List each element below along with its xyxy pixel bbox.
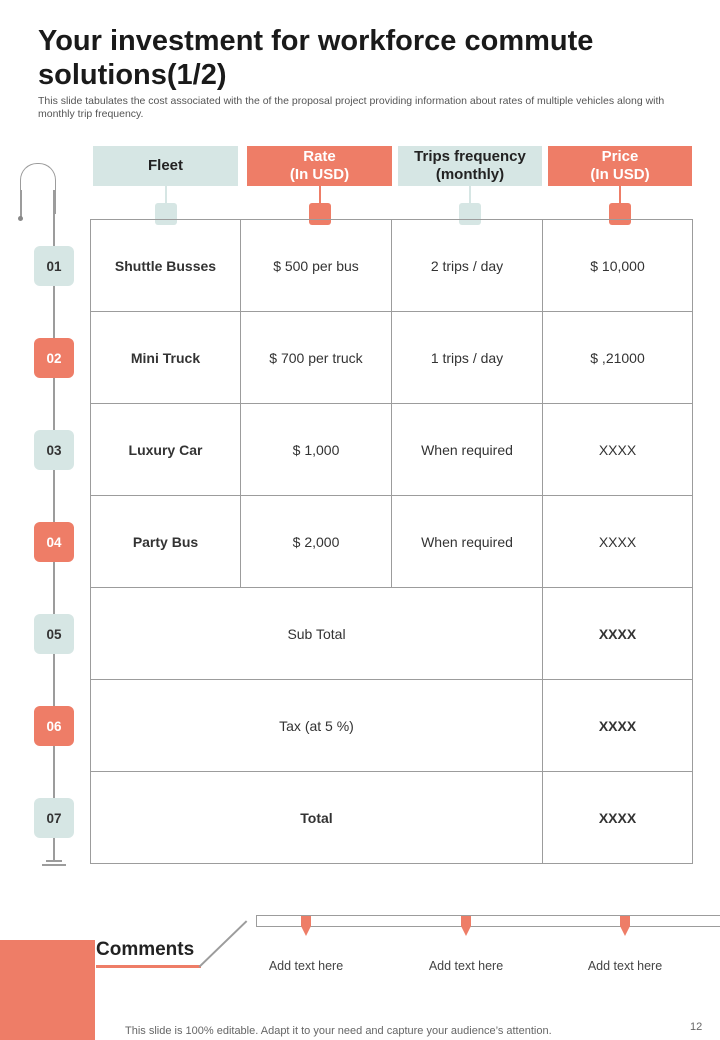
comment-pin (620, 916, 630, 926)
row-number-badge: 03 (34, 430, 74, 470)
rate-cell: $ 1,000 (241, 404, 392, 496)
table-row (91, 312, 693, 404)
header-trips-unit: (monthly) (435, 166, 505, 183)
comment-pin-arrow (461, 926, 471, 936)
header-connector (165, 186, 167, 204)
summary-row (91, 680, 693, 772)
row-number-badge: 01 (34, 246, 74, 286)
header-price-unit: (In USD) (590, 166, 650, 183)
comment-text[interactable]: Add text here (428, 959, 504, 973)
timeline-base (46, 860, 62, 862)
rate-cell: $ 700 per truck (241, 312, 392, 404)
subtotal-label: Sub Total (91, 588, 543, 680)
comments-connector (198, 920, 247, 967)
comments-rail (256, 915, 720, 927)
summary-row (91, 588, 693, 680)
comment-pin-arrow (620, 926, 630, 936)
row-number-badge: 06 (34, 706, 74, 746)
price-cell: XXXX (543, 404, 693, 496)
timeline-base (42, 864, 66, 866)
fleet-cell: Luxury Car (91, 404, 241, 496)
total-label: Total (91, 772, 543, 864)
table-row (91, 404, 693, 496)
price-cell: XXXX (543, 496, 693, 588)
header-rate (247, 146, 392, 186)
rate-cell: $ 2,000 (241, 496, 392, 588)
header-connector (319, 186, 321, 204)
investment-table (90, 219, 693, 864)
comment-pin (461, 916, 471, 926)
footer-note: This slide is 100% editable. Adapt it to your need and capture your audience’s attention. (125, 1025, 552, 1037)
header-connector (619, 186, 621, 204)
price-cell: $ ,21000 (543, 312, 693, 404)
timeline-hook (20, 163, 56, 214)
trips-cell: 2 trips / day (392, 220, 543, 312)
header-fleet (93, 146, 238, 186)
subtotal-value: XXXX (543, 588, 693, 680)
row-number-badge: 02 (34, 338, 74, 378)
trips-cell: When required (392, 404, 543, 496)
comment-text[interactable]: Add text here (587, 959, 663, 973)
page-subtitle: This slide tabulates the cost associated with the of the proposal project providing information about rates of multiple vehicles along with monthly trip frequency. (38, 95, 665, 120)
header-trips-label: Trips frequency (414, 148, 526, 165)
comments-heading: Comments (96, 939, 195, 960)
page-title: Your investment for workforce commute solutions(1/2) (38, 25, 594, 91)
header-price (548, 146, 692, 186)
comment-text[interactable]: Add text here (268, 959, 344, 973)
table-row (91, 220, 693, 312)
trips-cell: 1 trips / day (392, 312, 543, 404)
comment-pin (301, 916, 311, 926)
timeline-hook-stem (20, 190, 22, 218)
row-number-badge: 04 (34, 522, 74, 562)
tax-label: Tax (at 5 %) (91, 680, 543, 772)
price-cell: $ 10,000 (543, 220, 693, 312)
header-connector (469, 186, 471, 204)
row-number-badge: 05 (34, 614, 74, 654)
timeline-hook-dot (18, 216, 23, 221)
header-fleet-label: Fleet (147, 157, 183, 174)
row-number-badge: 07 (34, 798, 74, 838)
rate-cell: $ 500 per bus (241, 220, 392, 312)
summary-row (91, 772, 693, 864)
table-row (91, 496, 693, 588)
comments-underline (96, 965, 201, 968)
comments-accent-block (0, 940, 95, 1040)
fleet-cell: Party Bus (91, 496, 241, 588)
header-rate-unit: (In USD) (289, 166, 350, 183)
tax-value: XXXX (543, 680, 693, 772)
fleet-cell: Shuttle Busses (91, 220, 241, 312)
trips-cell: When required (392, 496, 543, 588)
comment-pin-arrow (301, 926, 311, 936)
page-number: 12 (690, 1021, 703, 1033)
fleet-cell: Mini Truck (91, 312, 241, 404)
header-rate-label: Rate (303, 148, 336, 165)
header-price-label: Price (601, 148, 639, 165)
header-trips (398, 146, 542, 186)
total-value: XXXX (543, 772, 693, 864)
